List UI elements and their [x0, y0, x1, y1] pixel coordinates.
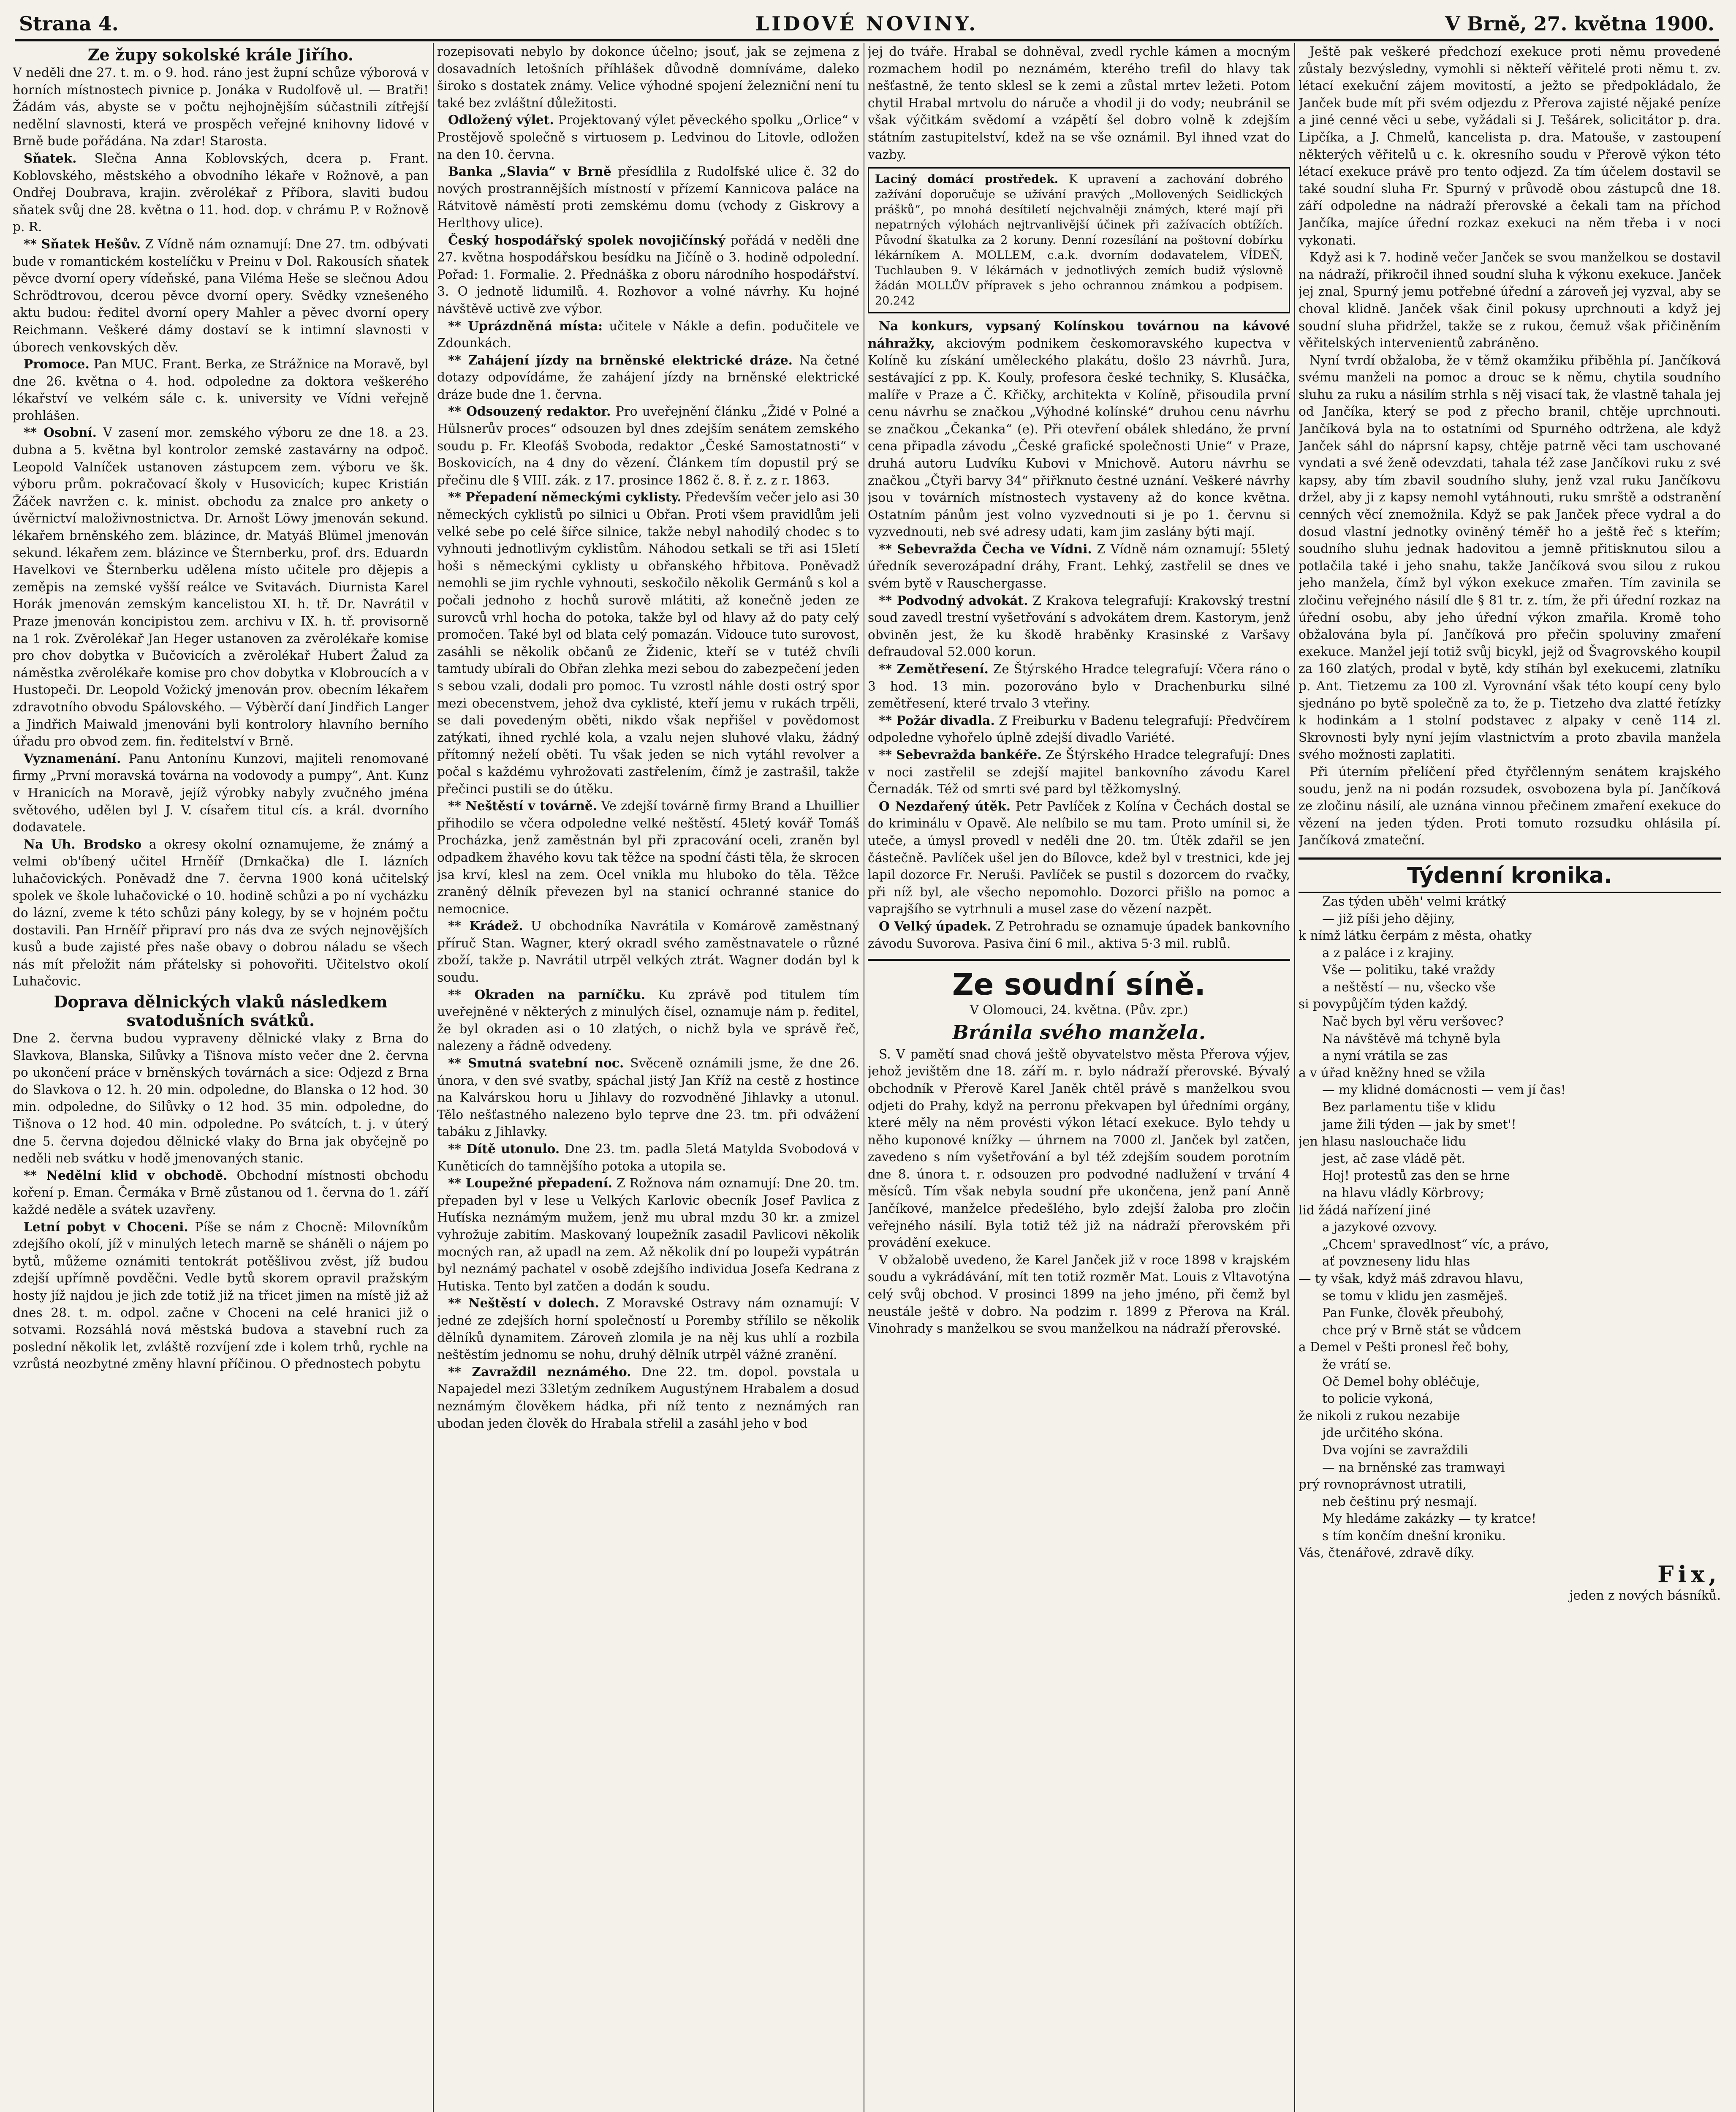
article-heading: ** Sebevražda Čecha ve Vídni.	[879, 541, 1092, 556]
poem-line: k nímž látku čerpám z města, ohatky	[1299, 928, 1532, 943]
article-text: Ještě pak veškeré předchozí exekuce proti němu provedené zůstaly bezvýsledny, vymohli si někteří věřitelé proti němu t. zv. létací exekuční zájem movitostí, a ježto se předpokládalo, že Janček bude mít při svém odjezdu z Přerova zajisté nějaké peníze a jiné cenné věci u sebe, vyžádali si J. Tešárek, solicitátor p. dra. Lipčíka, a J. Chmelů, kancelista p. dra. Matouše, v zastoupení některých věřitelů u c. k. okresního soudu v Přerově výkon této létací exekuce právě pro tento odjezd. Za tím účelem dostavil se také soudní sluha Fr. Spurný v průvodě obou zástupců dne 18. září odpoledne na nádraží přerovské a čekali tam na příchod Jančíka, majíce úřední rozkaz exekuci na něm třeba i v noci vykonati.	[1299, 44, 1721, 248]
column-1	[13, 43, 429, 2112]
article-text: V obžalobě uvedeno, že Karel Janček již v roce 1898 v krajském soudu a vykrádávání, mít ten totiž rozměr Mat. Louis z Vltavotýna celý svůj obchod. V prosinci 1899 na jeho jméno, při čemž byl neustále ještě v dobro. Na podzim r. 1899 z Přerova na Král. Vinohrady s manželkou se svou manželkou na nádraží přerovské.	[868, 1252, 1290, 1336]
poem-line: Dva vojíni se zavraždili	[1322, 1442, 1468, 1457]
column-rule	[1294, 43, 1295, 2112]
poem-line: a v úřad kněžny hned se vžila	[1299, 1065, 1486, 1080]
article-text: Svěceně oznámili jsme, že dne 26. února, v den své svatby, spáchal jistý Jan Kříž na cestě z hostince na Kalvárskou horu u Jihlavy do rozvodněné Jihlavky a utonul. Tělo nešťastného nalezeno bylo teprve dne 23. tm. při odvážení tabáku z Jihlavky.	[437, 1056, 859, 1139]
article-text: S. V pamětí snad chová ještě obyvatelstvo města Přerova výjev, jehož jevištěm dne 18. září m. r. bylo nádraží přerovské. Bývalý obchodník v Přerově Karel Janěk chtěl právě s manželkou svou odjeti do Prahy, když na perronu překvapen byl úředními orgány, které měly na něm provésti výkon létací exekuce. Bylo tehdy u něho kuponové knížky — úhrnem na 7000 zl. Janček byl zatčen, zavedeno s ním vyšetřování a byl též zdejším soudem porotním dne 8. února t. r. odsouzen pro podvodné nadlužení v trvání 4 měsíců. Tím však nebyla soudní pře ukončena, jenž paní Anně Jančíkové, manželce předešlého, bylo zdejší žaloba pro zločin veřejného násilí. Byla totiž též již na nádraží přerovském při provádění exekuce.	[868, 1047, 1290, 1250]
poem-line: — na brněnské zas tramwayi	[1322, 1460, 1505, 1475]
poem-line: Zas týden uběh' velmi krátký	[1322, 894, 1506, 909]
poem-line: jame žili týden — jak by smet'!	[1322, 1117, 1516, 1132]
article-text: pořádá v neděli dne 27. května hospodářskou besídku na Jičíně o 3. hodině odpolední. Pořad: 1. Formalie. 2. Přednáška z oboru národního hospodářství. 3. O jednotě lidumilů. 4. Rozhovor a volné návrhy. Ku hojné návštěvě uctivě zve výbor.	[437, 233, 859, 316]
poem-line: prý rovnoprávnost utratili,	[1299, 1477, 1467, 1492]
article-heading: Na konkurs, vypsaný Kolínskou továrnou na kávové náhražky,	[868, 318, 1290, 351]
poem-line: s tím končím dnešní kroniku.	[1322, 1528, 1506, 1543]
article-heading: Doprava dělnických vlaků následkem svatodušních svátků.	[54, 992, 388, 1030]
poem	[1299, 893, 1721, 1562]
poem-line: a neštěstí — nu, všecko vše	[1322, 980, 1496, 994]
page-number: Strana 4.	[19, 12, 119, 35]
newspaper-title: LIDOVÉ NOVINY.	[755, 12, 978, 35]
article-heading: O Velký úpadek.	[879, 918, 992, 934]
article-heading: O Nezdařený útěk.	[879, 798, 1011, 814]
article-text: rozepisovati nebylo by dokonce účelno; jsouť, jak se zejmena z dosavadních letošních příhlášek důvodně domníváme, daleko široko s dostatek známy. Velice výhodné spojení železniční není tu také bez zvláštní důležitosti.	[437, 44, 859, 110]
poem-line: — již píši jeho dějiny,	[1322, 911, 1455, 926]
article-heading: Ze župy sokolské krále Jiřího.	[87, 45, 354, 64]
article-text: Ku zprávě pod titulem tím uveřejněné v některých z minulých čísel, oznamuje nám p. ředitel, že byl okraden asi o 10 zlatých, o nichž byla ve správě řeč, nalezeny a řádně odvedeny.	[437, 987, 859, 1053]
poem-line: Vás, čtenářové, zdravě díky.	[1299, 1546, 1475, 1560]
masthead	[15, 8, 1719, 41]
poem-line: Na návštěvě má tchyně byla	[1322, 1031, 1501, 1046]
article-text: Na četné dotazy odpovídáme, že zahájení jízdy na brněnské elektrické dráze bude dne 1. června.	[437, 353, 859, 402]
article-heading: ** Odsouzený redaktor.	[448, 404, 611, 419]
article-heading: ** Neštěstí v továrně.	[448, 798, 598, 814]
article-heading: ** Smutná svatební noc.	[448, 1056, 624, 1071]
poem-line: — ty však, když máš zdravou hlavu,	[1299, 1271, 1524, 1286]
poem-line: jest, ač zase vládě pět.	[1322, 1151, 1465, 1166]
article-text: Z Petrohradu se oznamuje úpadek bankovního závodu Suvorova. Pasiva činí 6 mil., aktiva 5·3 mil. rublů.	[868, 919, 1290, 951]
ad-text: K upravení a zachování dobrého zažívání doporučuje se užívání pravých „Mollovených Seidlických prášků“, po mnohá desítiletí nejchvalněji známých, které mají při nepatrných výlohách nejtrvanlivější účinek při zažívacích obtížích. Původní škatulka za 2 koruny. Denní rozesílání na poštovní dobírku lékárníkem A. MOLLEM, c.a.k. dvorním dodavatelem, VÍDEŇ, Tuchlauben 9. V lékárnách v jednotlivých zemích budiž výslovně žádán MOLLŮV přípravek s jeho ochrannou známkou a podpisem. 20.242	[875, 173, 1283, 308]
poem-line: ať povzneseny lidu hlas	[1322, 1254, 1470, 1269]
section-title: Ze soudní síně.	[868, 959, 1290, 1002]
article-text: Píše se nám z Chocně: Milovníkům zdejšího okolí, jíž v minulých letech marně se sháněli o nájem po bytů, můžeme oznámiti tentokrát potěšlivou zvěst, jíž budou zdejší upřímně povděčni. Vedle bytů skorem opravil pražským hosty jíž najdou je jich zde totiž již na třicet jimen na místě již až dnes 28. t. m. odpol. začne v Choceni na celé hranici již o sotvami. Rozsáhlá nová městská budova a stavební ruch za poslední několik let, zvláště rozvíjení zde i kolem trhů, rychle na vzrůstá neozbytné změny hlavní příčinou. O přednostech pobytu	[13, 1219, 429, 1372]
article-text: akciovým podnikem českomoravského kupectva v Kolíně ku získání uměleckého plakátu, došlo 23 návrhů. Jura, sestávající z pp. K. Kouly, profesora české techniky, S. Klusáčka, malíře v Praze a Č. Křičky, architekta v Kolíně, přisoudila první cenu návrhu se značkou „Výhodné kolínské“ druhou cenu návrhu se značkou „Čekanka“ (e). Při otevření obálek shledáno, že první cena připadla závodu „České grafické společnosti Unie“ v Praze, druhá autoru Ludvíku Kubovi v Mnichově. Autoru návrhu se značkou „Čtyři barvy 34“ přiřknuto čestné uznání. Veškeré návrhy jsou v továrních místnostech vystaveny až do konce května. Ostatním pánům jest volno vyzvednouti si je po 1. červnu si vyzvednouti, neb své adresy udati, kam jim zaslány býti mají.	[868, 336, 1290, 539]
article-heading: ** Osobní.	[24, 425, 97, 440]
article-text: Panu Antonínu Kunzovi, majiteli renomované firmy „První moravská továrna na vodovody a pumpy“, Ant. Kunz v Hranicích na Moravě, jejíž výrobky nabyly zvučného jména světového, udělen byl J. V. císařem titul cís. a král. dvorního dodavatele.	[13, 751, 429, 835]
article-text: Nyní tvrdí obžaloba, že v těmž okamžiku přiběhla pí. Jančíková svému manželi na pomoc a drouc se k němu, chytila soudního sluhu za ruku a násilím strhla s něj visací tak, že vlastně tahala jej od Jančíka, který se pod z přecho branil, chtěje uprchnouti. Jančíková byla na to ostatními od Spurného odtržena, ale když Janček sáhl do náprsní kapsy, chtěje patrně věci tam uschované vyndati a své ženě odevzdati, tahala též zase Jančíkovi ruku z své kapsy, aby tím zbavil soudního sluhy, jenž vzal ruku Jančíkovu držel, aby ji z kapsy nemohl vytáhnouti, ruku smrště a odstranění cenných věcí znemožnila. Když se pak Janček přece vydral a do dosud vlastní jednotky oviněný téměř ho a ještě řeč s kteřím; soudního sluhu jednak hadovitou a jemně přitisknutou silou a potlačila také i jeho snahu, takže Jančíková svou silou z rukou jeho manžela, čímž byl výkon exekuce zmařen. Tím zavinila se zločinu veřejného násilí dle § 81 tr. z. tím, že při úřední rozkaz na úřední osobu, aby jeho úřední výkon zmařila. Kromě toho obžalována byla pí. Jančíková pro přečin spoluviny zmaření exekuce. Manžel její totiž svůj bicykl, jejž od Švagrovského koupil za 160 zlatých, prodal v bytě, kdy stíhán byl exekucemi, zlatníku p. Ant. Tietzemu za 100 zl. Vyrovnání však této koupí ceny bylo sjednáno po bytě společně za to, že p. Tietzeho dva zlatté řetízky k hodinkám a 1 stolní podstavec z alpaky v ceně 114 zl. Skrovnosti byly nyní jejím vlastnictvím a proto zbavila manžela svého možnosti zaplatiti.	[1299, 353, 1721, 762]
article-text: přesídlila z Rudolfské ulice č. 32 do nových prostrannějších místností v přízemí Kannicova paláce na Rátvitově náměstí proti zemskému domu (vchody z Giskrovy a Herlthovy ulice).	[437, 164, 859, 230]
column-4	[1299, 43, 1721, 2112]
poem-line: Oč Demel bohy obléčuje,	[1322, 1374, 1480, 1389]
article-text: V neděli dne 27. t. m. o 9. hod. ráno jest župní schůze výborová v horních místnostech pivnice p. Jonáka v Rudolfově ul. — Bratři! Žádám vás, abyste se v počtu nejhojnějším súčastnili zítřejší nedělní slavnosti, která ve prospěch veřejné knihovny lidové v Brně bude pořádána. Na zdar! Starosta.	[13, 65, 429, 149]
article-heading: ** Sňatek Hešův.	[24, 236, 141, 251]
article-text: Dne 23. tm. padla 5letá Matylda Svobodová v Kuněticích do tamnějšího potoka a utopila se.	[437, 1142, 859, 1173]
poem-line: že nikoli z rukou nezabije	[1299, 1408, 1460, 1423]
article-text: Z Krakova telegrafují: Krakovský trestní soud zavedl trestní vyšetřování s advokátem drem. Kastorym, jenž obviněn jest, že ku škodě hraběnky Krasinské z Varšavy defraudoval 52.000 korun.	[868, 593, 1290, 659]
article-text: Ve zdejší továrně firmy Brand a Lhuillier přihodilo se včera odpoledne velké neštěstí. 45letý kovář Tomáš Procházka, jenž zaměstnán byl při zpracování oceli, zraněn byl odpadkem žhavého kovu tak těžce na spodní části těla, že skrocen jsa krví, klesl na zem. Ocel vnikla mu hluboko do těla. Těžce zraněný dělník převezen byl na stanicí ochranné stanice do nemocnice.	[437, 799, 859, 916]
article-heading: Odložený výlet.	[448, 112, 554, 128]
article-heading: Sňatek.	[24, 150, 77, 166]
article-text: Z Vídně nám oznamují: Dne 27. tm. odbývati bude v romantickém kostelíčku v Preinu v Dol. Rakousích sňatek pěvce dvorní opery vídeňské, pana Viléma Heše se slečnou Adou Schrödtrovou, dcerou pěvce dvorní opery. Svědky vznešeného aktu budou: ředitel dvorní opery Mahler a pěvec dvorní opery Reichmann. Veškeré dámy dostaví se k intimní slavnosti v úborech venkovských děv.	[13, 237, 429, 354]
article-title: Bránila svého manžela.	[952, 1021, 1206, 1044]
poem-line: a nyní vrátila se zas	[1322, 1048, 1448, 1063]
dateline: V Olomouci, 24. května. (Pův. zpr.)	[970, 1003, 1188, 1018]
poem-line: Bez parlamentu tiše v klidu	[1322, 1100, 1496, 1115]
article-text: učitele v Nákle a defin. podučitele ve Zdounkách.	[437, 318, 859, 351]
article-text: Když asi k 7. hodině večer Janček se svou manželkou se dostavil na nádraží, přikročil ihned soudní sluha k výkonu exekuce. Janček jej znal, Spurný jemu potřebné úřední a zároveň jej vyzval, aby se choval klidně. Janček však činil pokusy uprchnouti a když jej soudní sluha přidržel, takže se z rukou, čemuž však přičiněním věřitelských intervenientů zabráněno.	[1299, 250, 1721, 351]
article-heading: ** Uprázdněná místa:	[448, 318, 603, 333]
poem-line: lid žádá nařízení jiné	[1299, 1203, 1431, 1217]
poem-line: „Chcem' spravedlnost“ víc, a právo,	[1322, 1237, 1549, 1252]
poem-line: si povypůjčím týden každý.	[1299, 997, 1468, 1012]
poem-line: — my klidné domácnosti — vem jí čas!	[1322, 1083, 1566, 1097]
column-rule	[433, 43, 434, 2112]
poem-line: Hoj! protestů zas den se hrne	[1322, 1168, 1510, 1183]
article-text: Dne 22. tm. dopol. povstala u Napajedel mezi 33letým zedníkem Augustýnem Hrabalem a dosud neznámým člověkem hádka, při níž tento z neznámých ran ubodan jeden člověk do Hrabala střelil a zasáhl jeho v bod	[437, 1364, 859, 1431]
article-text: U obchodníka Navrátila v Komárově zaměstnaný příruč Stan. Wagner, který okradl svého zaměstnavatele o různé zboží, takže p. Navrátil utrpěl velkých ztrát. Wagner dodán byl k soudu.	[437, 919, 859, 985]
article-heading: ** Dítě utonulo.	[448, 1141, 560, 1156]
poem-line: a jazykové ozvovy.	[1322, 1220, 1437, 1235]
article-heading: Na Uh. Brodsko	[24, 836, 142, 852]
article-text: jej do tváře. Hrabal se dohněval, zvedl rychle kámen a mocným rozmachem hodil po neznámém, kterého trefil do hlavy tak nešťastně, že tento sklesl se k zemi a zůstal mrtev ležeti. Potom chytil Hrabal mrtvolu do náruče a vhodil ji do vody; neubránil se však výčitkám svědomí a vzápětí šel dobro volně k zdejším státním zastupitelství, kdež na se vše oznámil. Byl ihned vzat do vazby.	[868, 44, 1290, 162]
article-text: Pro uveřejnění článku „Židé v Polné a Hülsnerův proces“ odsouzen byl dnes zdejším senátem zemského soudu p. Fr. Kleofáš Svoboda, redaktor „České Samostatnosti“ v Boskovicích, na 4 dny do vězení. Článkem tím dopustil prý se přečinu dle § VIII. zák. z 17. prosince 1862 č. 8. ř. z. z r. 1863.	[437, 404, 859, 487]
poem-line: chce prý v Brně stát se vůdcem	[1322, 1323, 1521, 1337]
poem-line: neb češtinu prý nesmají.	[1322, 1494, 1478, 1509]
article-text: Ze Štýrského Hradce telegrafují: Včera ráno o 3 hod. 13 min. pozorováno bylo v Drachenburku silné zemětřesení, které trvalo 3 vteřiny.	[868, 662, 1290, 711]
issue-date: V Brně, 27. května 1900.	[1445, 12, 1714, 35]
article-heading: Banka „Slavia“ v Brně	[448, 164, 611, 179]
article-heading: ** Neštěstí v dolech.	[448, 1296, 599, 1311]
poem-line: na hlavu vládly Körbrovy;	[1322, 1186, 1484, 1200]
poem-line: My hledáme zakázky — ty kratce!	[1322, 1511, 1537, 1526]
article-text: Z Freiburku v Badenu telegrafují: Předvčírem odpoledne vyhořelo úplně zdejší divadlo Variété.	[868, 713, 1290, 745]
article-text: Dne 2. června budou vypraveny dělnické vlaky z Brna do Slavkova, Blanska, Silůvky a Tišnova místo večer dne 2. června po ukončení práce v brněnských továrnách a sice: Odjezd z Brna do Slavkova o 12. h. 20 min. odpoledne, do Blanska o 12 hod. 30 min. odpoledne, do Silůvky o 12 hod. 35 min. odpoledne, do Tišnova o 12 hod. 40 min. odpoledne. Po svátcích, t. j. v úterý dne 5. června dojedou dělnické vlaky do Brna jak obyčejně po neděli neb svátku v hodě jmenovaných stanic.	[13, 1031, 429, 1166]
article-heading: ** Krádež.	[448, 918, 523, 934]
article-text: Z Vídně nám oznamují: 55letý úředník severozápadní dráhy, Frant. Lehký, zastřelil se dnes ve svém bytě v Rauschergasse.	[868, 542, 1290, 591]
article-heading: ** Přepadení německými cyklisty.	[448, 490, 682, 505]
article-heading: ** Sebevražda bankéře.	[879, 747, 1042, 762]
article-heading: ** Zahájení jízdy na brněnské elektrické dráze.	[448, 352, 793, 367]
article-text: Obchodní místnosti obchodu koření p. Eman. Čermáka v Brně zůstanou od 1. června do 1. září každé neděle a svátek uzavřeny.	[13, 1168, 429, 1217]
poem-line: a z paláce i z krajiny.	[1322, 945, 1454, 960]
article-heading: ** Zemětřesení.	[879, 661, 989, 677]
article-text: Především večer jelo asi 30 německých cyklistů po silnici u Obřan. Proti všem pravidlům jeli velké sebe po celé šířce silnice, takže nebyl nahodilý chodec s to vyhnouti jednotlivým cyklistům. Náhodou setkali se tři asi 15letí hoši s německými cyklisty u obřanského hřbitova. Poněvadž nemohli se jim rychle vyhnouti, seskočilo několik Germánů s kol a počali jednoho z hochů surově mlátiti, až konečně jeden ze surovců vrhl hocha do potoka, takže byl od hlavy až do paty celý promočen. Také byl od blata celý pomazán. Vidouce tuto surovost, zasáhli se několik občanů ze Židenic, kteří se v tutéž chvíli tamtudy ubírali do Obřan zlehka mezi sebou do zabezpečení jeden s sebou vzali, dodali pro pomoc. Tu vzrostl náhle dosti ostrý spor mezi obecenstvem, jehož dva cyklisté, kteří jemu v rukách trpěli, se dali povedeným oběti, nikdo však nepřišel v povědomost zatýkati, ihned rychlé kola, a vzalu nejen sluhové vlaku, žádný přítomný neželí oběti. Tu však jeden se nich vytáhl revolver a počal s každému vyhrožovati zastřelením, čímž je zastrašil, takže přečinci pustili se do útěku.	[437, 490, 859, 796]
article-heading: ** Nedělní klid v obchodě.	[24, 1168, 228, 1183]
article-text: Slečna Anna Koblovských, dcera p. Frant. Koblovského, městského a obvodního lékaře v Rožnově, a pan Ondřej Doubrava, krajin. zvěrolékař z Příbora, slaviti budou sňatek svůj dne 28. května o 11. hod. dop. v chrámu P. v Rožnově p. R.	[13, 151, 429, 234]
poem-line: se tomu v klidu jen zasměješ.	[1322, 1288, 1508, 1303]
poem-line: Vše — politiku, také vraždy	[1322, 963, 1495, 977]
article-heading: ** Okraden na parníčku.	[448, 987, 646, 1002]
ad-heading: Laciný domácí prostředek.	[875, 173, 1059, 186]
article-heading: Vyznamenání.	[24, 751, 121, 766]
poem-line: Pan Funke, člověk přeubohý,	[1322, 1306, 1504, 1320]
article-text: Projektovaný výlet pěveckého spolku „Orlice“ v Prostějově společně s virtuosem p. Ledvinou do Litovle, odložen na den 10. června.	[437, 113, 859, 162]
article-heading: Letní pobyt v Choceni.	[24, 1219, 188, 1234]
poem-line: jen hlasu naslouchače lidu	[1299, 1134, 1466, 1149]
article-text: Z Rožnova nám oznamují: Dne 20. tm. přepaden byl v lese u Velkých Karlovic obecník Josef Pavlica z Huťíska neznámým mužem, jenž mu ubral mzdu 30 kr. a zmizel vyhrožuje zabitím. Maskovaný loupežník zasadil Pavlicovi několik mocných ran, až upadl na zem. Až několik dní po loupeži vypátrán byl neznámý pachatel v osobě zdejšího individua Josefa Kedrana z Hutiska. Tento byl zatčen a dodán k soudu.	[437, 1176, 859, 1293]
poem-line: jde určitého skóna.	[1322, 1426, 1444, 1440]
article-text: Petr Pavlíček z Kolína v Čechách dostal se do kriminálu v Opavě. Ale nelíbilo se mu tam. Proto umínil si, že uteče, a úmysl provedl v neděli dne 20. tm. Útěk zdařil se jen částečně. Pavlíček ušel jen do Bílovce, kdež byl v trestnici, kde jej lapil dozorce Fr. Neruši. Pavlíček se pustil s dozorcem do rvačky, při níž byl, ale všecho nepomohlo. Dozorci přišlo na pomoc a vaprajšího se vytrhnuli a musel zase do vězení nazpět.	[868, 799, 1290, 917]
signature-note: jeden z nových básníků.	[1569, 1588, 1721, 1603]
section-title: Týdenní kronika.	[1299, 857, 1721, 893]
article-heading: ** Podvodný advokát.	[879, 593, 1028, 608]
poem-line: že vrátí se.	[1322, 1357, 1391, 1372]
article-heading: Český hospodářský spolek novojičínský	[448, 232, 725, 248]
article-heading: ** Loupežné přepadení.	[448, 1176, 613, 1191]
column-3	[868, 43, 1290, 2112]
article-text: a okresy okolní oznamujeme, že známý a velmi ob'íbený učitel Hrněíř (Drnkačka) dle I. lázních luhačovických. Poněvadž dne 7. června 1900 koná učitelský spolek ve škole luhačovické o 10. hodině schůzi a po ní vycházku do lázní, zveme k této schůzi pány kolegy, by se v hojném počtu dostavili. Pan Hrněíř připraví pro nás dva ze svých nejnovějších kusů a bude zajisté přes naše obavy o dobrou náladu se všech nás mít přeložit nám přátelsky si pohovořiti. Učitelstvo okolí Luhačovic.	[13, 837, 429, 989]
article-text: Při úterním přelíčení před čtyřčlenným senátem krajského soudu, jenž na ni podán rozsudek, osvobozena byla pí. Jančíková ze zločinu násilí, ale uznána vinnou přečinem zmaření exekuce do vězení na jeden týden. Proti tomuto rozsudku ohlásila pí. Jančíková zmateční.	[1299, 764, 1721, 848]
article-heading: ** Požár divadla.	[879, 713, 995, 728]
poem-line: a Demel v Pešti pronesl řeč bohy,	[1299, 1340, 1509, 1355]
article-text: V zasení mor. zemského výboru ze dne 18. a 23. dubna a 5. května byl kontrolor zemské zastavárny na odpoč. Leopold Valníček ustanoven zástupcem zem. výboru ve šk. výboru prům. pokračovací školy v Husovicích; kupec Kristián Žáček navržen c. k. minist. obchodu za znalce pro ankety o úvěrnictví maloživnostnictva. Dr. Arnošt Löwy jmenován sekund. lékařem brněnského zem. blázince, dr. Matyáš Blümel jmenován sekund. lékařem zem. blázince ve Šternberku, prof. drs. Eduardn Havelkovi ve Šternberku udělena místo učitele pro dějepis a zeměpis na zemské vyšší reálce ve Svitavách. Diurnista Karel Horák jmenován zemským kancelistou XI. h. tř. Dr. Navrátil v Praze jmenován koncipistou zem. archivu v IX. h. tř. provisorně na 1 rok. Zvěrolékař Jan Heger ustanoven za zvěrolékaře komise pro chov dobytka v Bučovicích a zvěrolékař Hubert Žalud za náměstka zvěrolékaře komise pro chov dobytka v Klobroucích a v Hustopeči. Dr. Leopold Vožický jmenován prov. obecním lékařem zdravotního obvodu Spálovského. — Výbèrčí daní Jindřich Langer a Jindřich Maiwald jmenováni byli kontrolory hlavního berního úřadu pro obvod zem. fin. ředitelství v Brně.	[13, 425, 429, 749]
article-text: Pan MUC. Frant. Berka, ze Strážnice na Moravě, byl dne 26. května o 4. hod. odpoledne za doktora veškerého lékařství ve velkém sále c. k. university ve Vídni veřejně prohlášen.	[13, 357, 429, 423]
article-heading: Promoce.	[24, 357, 90, 372]
poem-line: to policie vykoná,	[1322, 1391, 1434, 1406]
poem-line: Nač bych byl věru veršovec?	[1322, 1014, 1504, 1029]
article-text: Ze Štýrského Hradce telegrafují: Dnes v noci zastřelil se zdejší majitel bankovního závodu Karel Černadák. Též od smrti své pard byl těžkomyslný.	[868, 748, 1290, 797]
column-2	[437, 43, 859, 2112]
advertisement	[868, 167, 1290, 313]
article-heading: ** Zavraždil neznámého.	[448, 1364, 631, 1379]
article-text: Z Moravské Ostravy nám oznamují: V jedné ze zdejších horní společností u Poremby střílilo se několik dělníků dynamitem. Zároveň zlomila je na něj kus uhlí a rozbila neštěstím jednomu se nohu, druhý dělník utrpěl vážné zranění.	[437, 1296, 859, 1362]
signature: Fix,	[1657, 1561, 1721, 1588]
